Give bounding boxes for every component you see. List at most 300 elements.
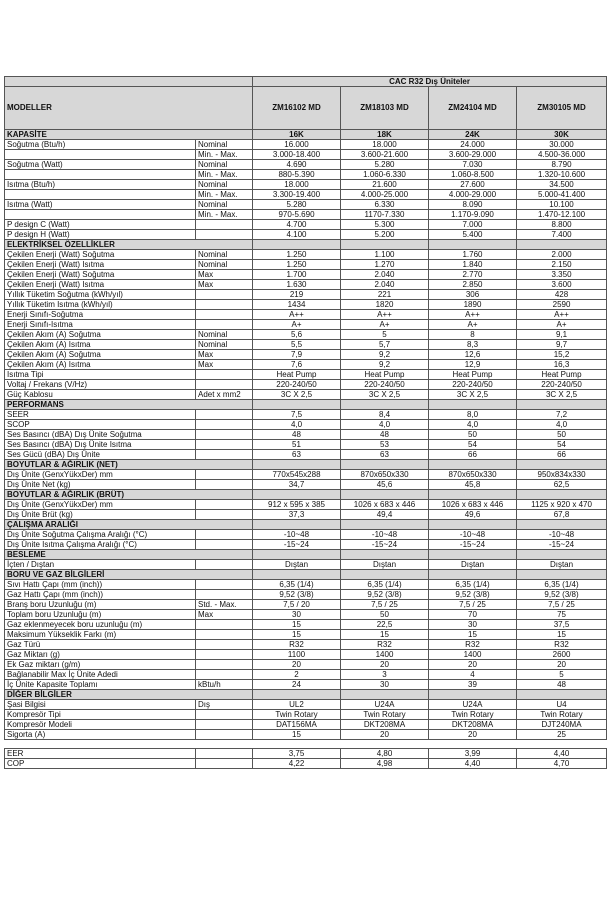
spec-row (5, 160, 607, 170)
spec-condition (196, 730, 253, 740)
section-title: ÇALIŞMA ARALIĞI (5, 520, 253, 530)
spec-value: 30 (429, 620, 517, 630)
spec-value: 1026 x 683 x 446 (341, 500, 429, 510)
spec-value: 3,99 (429, 749, 517, 759)
spec-value: 5.000-41.400 (517, 190, 607, 200)
spec-value: 3.300-19.400 (253, 190, 341, 200)
section-header-row (5, 400, 607, 410)
spec-value: 15 (253, 630, 341, 640)
spec-value: 3.000-18.400 (253, 150, 341, 160)
spec-value: A++ (253, 310, 341, 320)
spec-row (5, 610, 607, 620)
spec-row (5, 310, 607, 320)
spec-value: 25 (517, 730, 607, 740)
spec-label: Branş boru Uzunluğu (m) (5, 600, 196, 610)
spec-condition: Nominal (196, 330, 253, 340)
spec-value: 24.000 (429, 140, 517, 150)
spec-value: 67,8 (517, 510, 607, 520)
spec-row (5, 510, 607, 520)
section-title: BOYUTLAR & AĞIRLIK (BRÜT) (5, 490, 253, 500)
spec-value: Twin Rotary (517, 710, 607, 720)
spec-value: 7,5 / 20 (253, 600, 341, 610)
spec-value: 2.000 (517, 250, 607, 260)
section-title: KAPASİTE (5, 130, 253, 140)
spec-row (5, 590, 607, 600)
spec-row (5, 450, 607, 460)
spec-condition (196, 710, 253, 720)
spec-condition (196, 450, 253, 460)
spec-row (5, 170, 607, 180)
section-header-row (5, 570, 607, 580)
spec-value: 50 (429, 430, 517, 440)
spec-row (5, 500, 607, 510)
spec-value: 1.760 (429, 250, 517, 260)
section-value (429, 550, 517, 560)
spec-value: 7.000 (429, 220, 517, 230)
spec-label: Dış Ünite Isıtma Çalışma Aralığı (°C) (5, 540, 196, 550)
spec-value: 30 (253, 610, 341, 620)
spec-value: 12,6 (429, 350, 517, 360)
spec-value: 870x650x330 (429, 470, 517, 480)
spec-value: 7,5 (253, 410, 341, 420)
spec-value: 2.150 (517, 260, 607, 270)
spec-value: 1125 x 920 x 470 (517, 500, 607, 510)
spec-value: 5.200 (341, 230, 429, 240)
spec-value: 45,8 (429, 480, 517, 490)
section-title: BOYUTLAR & AĞIRLIK (NET) (5, 460, 253, 470)
spec-condition: Max (196, 610, 253, 620)
spec-value: Twin Rotary (429, 710, 517, 720)
spec-value: 3,75 (253, 749, 341, 759)
spec-value: 3C X 2,5 (429, 390, 517, 400)
spec-condition: Max (196, 270, 253, 280)
spec-row (5, 360, 607, 370)
section-value (341, 520, 429, 530)
spec-value: 15,2 (517, 350, 607, 360)
spec-value: 4,98 (341, 759, 429, 769)
spec-value: 1.250 (253, 260, 341, 270)
spec-value: 4,0 (253, 420, 341, 430)
spec-value: 10.100 (517, 200, 607, 210)
spec-value: 4,40 (517, 749, 607, 759)
spec-value: 4.100 (253, 230, 341, 240)
spec-row (5, 150, 607, 160)
spec-value: 4,80 (341, 749, 429, 759)
spec-value: 2.850 (429, 280, 517, 290)
spec-value: 45,6 (341, 480, 429, 490)
spec-value: 2590 (517, 300, 607, 310)
spec-label: Gaz Miktarı (g) (5, 650, 196, 660)
spec-value: A+ (341, 320, 429, 330)
spec-label: Yıllık Tüketim Soğutma (kWh/yıl) (5, 290, 196, 300)
spec-value: 4.700 (253, 220, 341, 230)
spec-value: 1400 (341, 650, 429, 660)
spec-value: 7,6 (253, 360, 341, 370)
spec-condition: Max (196, 280, 253, 290)
spec-value: 1.470-12.100 (517, 210, 607, 220)
spec-row (5, 140, 607, 150)
spec-label: Soğutma (Btu/h) (5, 140, 196, 150)
spec-value: 9,52 (3/8) (429, 590, 517, 600)
spec-label: Çekilen Akım (A) Isıtma (5, 360, 196, 370)
spec-row (5, 730, 607, 740)
spec-condition (196, 380, 253, 390)
spec-value: Heat Pump (253, 370, 341, 380)
spec-value: 950x834x330 (517, 470, 607, 480)
section-value (341, 570, 429, 580)
section-value (253, 490, 341, 500)
spec-row (5, 560, 607, 570)
spec-value: DKT208MA (341, 720, 429, 730)
spec-value: 1.320-10.600 (517, 170, 607, 180)
section-value (429, 690, 517, 700)
spec-value: 1.270 (341, 260, 429, 270)
table-title: CAC R32 Dış Üniteler (253, 77, 607, 87)
spec-condition: Nominal (196, 160, 253, 170)
section-value (253, 550, 341, 560)
spec-condition (196, 590, 253, 600)
spec-value: 16.000 (253, 140, 341, 150)
spec-value: 20 (341, 730, 429, 740)
spec-row (5, 580, 607, 590)
spec-label: Çekilen Enerji (Watt) Soğutma (5, 250, 196, 260)
section-value (253, 690, 341, 700)
spec-label: Çekilen Enerji (Watt) Soğutma (5, 270, 196, 280)
section-value (517, 520, 607, 530)
spec-value: 63 (253, 450, 341, 460)
section-value (517, 690, 607, 700)
spec-row (5, 480, 607, 490)
spec-row (5, 660, 607, 670)
spec-value: 34,7 (253, 480, 341, 490)
spec-value: 6,35 (1/4) (341, 580, 429, 590)
spec-row (5, 350, 607, 360)
section-header-row (5, 690, 607, 700)
spec-value: 5,6 (253, 330, 341, 340)
spec-value: 1.630 (253, 280, 341, 290)
spec-value: 15 (253, 730, 341, 740)
spec-value: 4 (429, 670, 517, 680)
spec-value: 2 (253, 670, 341, 680)
spec-value: Twin Rotary (253, 710, 341, 720)
spec-row (5, 640, 607, 650)
spec-value: 3.600 (517, 280, 607, 290)
spec-row (5, 630, 607, 640)
spec-value: 39 (429, 680, 517, 690)
spec-condition: Min. - Max. (196, 150, 253, 160)
spec-row (5, 749, 607, 759)
section-value (341, 460, 429, 470)
spec-condition (196, 630, 253, 640)
section-title: BORU VE GAZ BİLGİLERİ (5, 570, 253, 580)
spec-value: Dıştan (341, 560, 429, 570)
spec-label: Gaz eklenmeyecek boru uzunluğu (m) (5, 620, 196, 630)
spec-condition: Min. - Max. (196, 170, 253, 180)
spec-row (5, 290, 607, 300)
spec-condition: Nominal (196, 200, 253, 210)
spec-value: 8,3 (429, 340, 517, 350)
spec-row (5, 670, 607, 680)
section-value (253, 460, 341, 470)
spec-label: Toplam boru Uzunluğu (m) (5, 610, 196, 620)
spec-condition (196, 620, 253, 630)
section-value (341, 490, 429, 500)
spec-value: 3.350 (517, 270, 607, 280)
spec-value: 66 (429, 450, 517, 460)
spec-condition (196, 640, 253, 650)
spec-row (5, 410, 607, 420)
spec-label: Bağlanabilir Max İç Ünite Adedi (5, 670, 196, 680)
spec-condition (196, 410, 253, 420)
spec-condition (196, 230, 253, 240)
spec-row (5, 430, 607, 440)
spec-value: 18.000 (253, 180, 341, 190)
spec-label (5, 210, 196, 220)
spec-value: 5,7 (341, 340, 429, 350)
spec-value: Heat Pump (429, 370, 517, 380)
spec-condition (196, 300, 253, 310)
spec-value: 770x545x288 (253, 470, 341, 480)
spec-value: 7,5 / 25 (341, 600, 429, 610)
spec-label: SEER (5, 410, 196, 420)
spec-condition: Nominal (196, 250, 253, 260)
spec-label: İçten / Dıştan (5, 560, 196, 570)
spec-value: 4,0 (341, 420, 429, 430)
spec-value: 20 (429, 660, 517, 670)
spec-value: U4 (517, 700, 607, 710)
spec-label: SCOP (5, 420, 196, 430)
spec-value: R32 (517, 640, 607, 650)
section-header-row (5, 130, 607, 140)
section-value (517, 400, 607, 410)
spec-row (5, 260, 607, 270)
spec-value: 8,0 (429, 410, 517, 420)
section-value (429, 240, 517, 250)
spec-value: DKT208MA (429, 720, 517, 730)
spec-row (5, 530, 607, 540)
spec-value: 1.100 (341, 250, 429, 260)
spec-value: 9,52 (3/8) (517, 590, 607, 600)
spec-label: Ek Gaz miktarı (g/m) (5, 660, 196, 670)
spec-row (5, 380, 607, 390)
spec-label: Ses Basıncı (dBA) Dış Ünite Soğutma (5, 430, 196, 440)
spec-value: 1890 (429, 300, 517, 310)
spec-value: -15~24 (429, 540, 517, 550)
spec-value: 18.000 (341, 140, 429, 150)
section-value (341, 550, 429, 560)
spec-value: 2.040 (341, 270, 429, 280)
spec-value: 9,7 (517, 340, 607, 350)
spec-value: 912 x 595 x 385 (253, 500, 341, 510)
models-row (5, 87, 607, 130)
section-value (429, 460, 517, 470)
spec-value: 48 (517, 680, 607, 690)
spec-row (5, 440, 607, 450)
spec-value: 8.090 (429, 200, 517, 210)
spec-condition (196, 320, 253, 330)
section-value (253, 400, 341, 410)
spec-condition (196, 370, 253, 380)
spec-value: Dıştan (517, 560, 607, 570)
spec-value: 50 (341, 610, 429, 620)
spec-value: 49,6 (429, 510, 517, 520)
spec-label: Ses Basıncı (dBA) Dış Ünite Isıtma (5, 440, 196, 450)
spec-row (5, 250, 607, 260)
spec-row (5, 300, 607, 310)
spec-label: Dış Ünite (GenxYükxDer) mm (5, 470, 196, 480)
spec-row (5, 620, 607, 630)
spec-row (5, 230, 607, 240)
spec-value: 220-240/50 (517, 380, 607, 390)
spec-row (5, 470, 607, 480)
spec-value: 7,5 / 25 (517, 600, 607, 610)
spec-value: 51 (253, 440, 341, 450)
spec-value: A+ (429, 320, 517, 330)
spec-value: UL2 (253, 700, 341, 710)
spec-value: 7,9 (253, 350, 341, 360)
model-name: ZM16102 MD (253, 87, 341, 130)
section-header-row (5, 240, 607, 250)
spec-value: 27.600 (429, 180, 517, 190)
spec-value: 220-240/50 (429, 380, 517, 390)
spec-row (5, 390, 607, 400)
section-value (517, 240, 607, 250)
spec-value: 16,3 (517, 360, 607, 370)
spec-label: Kompresör Tipi (5, 710, 196, 720)
spec-label: Gaz Hattı Çapı (mm (inch)) (5, 590, 196, 600)
section-value (517, 570, 607, 580)
spec-value: 62,5 (517, 480, 607, 490)
spec-value: 49,4 (341, 510, 429, 520)
spec-label: Dış Ünite (GenxYükxDer) mm (5, 500, 196, 510)
spec-value: 48 (253, 430, 341, 440)
spec-value: 63 (341, 450, 429, 460)
spec-condition (196, 660, 253, 670)
spec-value: 3 (341, 670, 429, 680)
spec-row (5, 370, 607, 380)
spec-label: Şasi Bilgisi (5, 700, 196, 710)
spec-value: 2600 (517, 650, 607, 660)
spec-value: 1.700 (253, 270, 341, 280)
spec-row (5, 280, 607, 290)
spec-condition: Min. - Max. (196, 190, 253, 200)
spec-row (5, 330, 607, 340)
spec-value: -10~48 (429, 530, 517, 540)
spec-label (5, 150, 196, 160)
spec-value: 9,2 (341, 350, 429, 360)
spec-condition (196, 440, 253, 450)
spec-value: 30.000 (517, 140, 607, 150)
spec-value: 30 (341, 680, 429, 690)
spec-label: Çekilen Enerji (Watt) Isıtma (5, 260, 196, 270)
spec-row (5, 540, 607, 550)
spec-value: 221 (341, 290, 429, 300)
spec-value: 70 (429, 610, 517, 620)
spec-label: Yıllık Tüketim Isıtma (kWh/yıl) (5, 300, 196, 310)
spec-value: 1.170-9.090 (429, 210, 517, 220)
spec-value: 9,1 (517, 330, 607, 340)
spec-row (5, 700, 607, 710)
spec-value: 220-240/50 (341, 380, 429, 390)
spec-value: 75 (517, 610, 607, 620)
spec-value: Heat Pump (341, 370, 429, 380)
spec-condition (196, 500, 253, 510)
spec-value: 2.770 (429, 270, 517, 280)
spec-label: Çekilen Enerji (Watt) Isıtma (5, 280, 196, 290)
section-value (429, 400, 517, 410)
spec-label: Voltaj / Frekans (V/Hz) (5, 380, 196, 390)
spec-value: Dıştan (253, 560, 341, 570)
spec-label: EER (5, 749, 196, 759)
section-value (341, 400, 429, 410)
spec-value: 9,2 (341, 360, 429, 370)
spec-value: 5.280 (253, 200, 341, 210)
spec-value: 1400 (429, 650, 517, 660)
spec-value: 15 (517, 630, 607, 640)
title-corner-cell (5, 77, 253, 87)
spec-value: 15 (429, 630, 517, 640)
spec-value: 8,4 (341, 410, 429, 420)
spec-value: 220-240/50 (253, 380, 341, 390)
spec-label: Enerji Sınıfı-Isıtma (5, 320, 196, 330)
spec-value: 306 (429, 290, 517, 300)
spec-value: 4,0 (429, 420, 517, 430)
spec-value: 5 (517, 670, 607, 680)
spec-condition (196, 650, 253, 660)
spec-label (5, 190, 196, 200)
section-title: ELEKTRİKSEL ÖZELLİKLER (5, 240, 253, 250)
spec-value: 219 (253, 290, 341, 300)
spec-value: 37,5 (517, 620, 607, 630)
spec-condition (196, 560, 253, 570)
table-title-row (5, 77, 607, 87)
spacer-cell (5, 740, 607, 749)
spec-value: DAT156MA (253, 720, 341, 730)
spec-value: 7.030 (429, 160, 517, 170)
spec-value: -15~24 (253, 540, 341, 550)
model-name: ZM18103 MD (341, 87, 429, 130)
spec-condition (196, 720, 253, 730)
section-title: PERFORMANS (5, 400, 253, 410)
spec-value: 54 (517, 440, 607, 450)
spec-label: Sıvı Hattı Çapı (mm (inch)) (5, 580, 196, 590)
spec-value: 9,52 (3/8) (253, 590, 341, 600)
spec-value: A+ (253, 320, 341, 330)
spec-value: 20 (341, 660, 429, 670)
spec-value: -15~24 (517, 540, 607, 550)
spec-condition: Nominal (196, 340, 253, 350)
section-value (341, 240, 429, 250)
spec-value: -10~48 (517, 530, 607, 540)
section-value (429, 570, 517, 580)
spec-condition (196, 510, 253, 520)
spec-value: -10~48 (341, 530, 429, 540)
spec-condition (196, 480, 253, 490)
section-value (429, 520, 517, 530)
spec-value: 4,22 (253, 759, 341, 769)
spec-value: 50 (517, 430, 607, 440)
spec-value: 9,52 (3/8) (341, 590, 429, 600)
spec-condition (196, 430, 253, 440)
spec-condition: Std. - Max. (196, 600, 253, 610)
spec-label: Güç Kablosu (5, 390, 196, 400)
spec-condition: Adet x mm2 (196, 390, 253, 400)
spec-condition (196, 220, 253, 230)
spec-value: 7,2 (517, 410, 607, 420)
spec-value: 15 (253, 620, 341, 630)
spec-value: 1434 (253, 300, 341, 310)
section-value: 18K (341, 130, 429, 140)
